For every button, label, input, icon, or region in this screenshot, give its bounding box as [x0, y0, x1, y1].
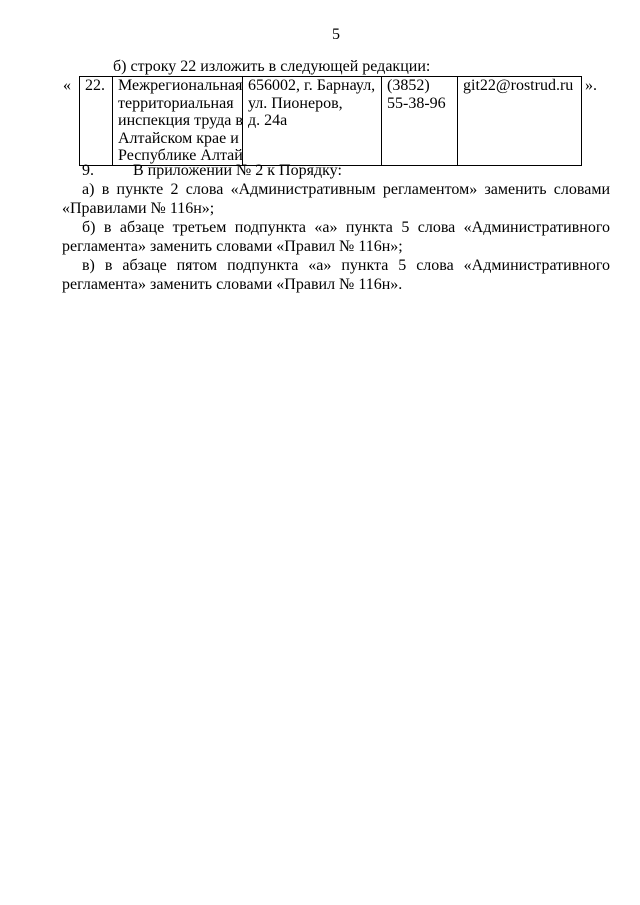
item-number: 9. [82, 162, 94, 179]
row-number: 22. [85, 77, 105, 94]
address-line: 656002, г. Барнаул, [248, 77, 376, 94]
cell-phone [382, 77, 458, 166]
organization-line: территориальная [118, 94, 234, 112]
subitem-line-first: б) в абзаце третьем подпункта «а» пункта 5 слова «Административного [82, 219, 610, 236]
close-quote: ». [585, 77, 597, 94]
subitem-line-continued: «Правилами № 116н»; [62, 200, 215, 217]
phone-line: (3852) [387, 77, 430, 94]
organization-line: инспекция труда в [118, 112, 243, 129]
cell-email [458, 77, 582, 166]
address-line: ул. Пионеров, [248, 94, 343, 112]
subitem-line-first: в) в абзаце пятом подпункта «а» пункта 5 слова «Административного [82, 257, 610, 274]
organization-line: Алтайском крае и [118, 129, 239, 147]
subitem-line-continued: регламента» заменить словами «Правил № 116н»; [62, 238, 403, 255]
cell-organization [113, 77, 243, 166]
item-heading: В приложении № 2 к Порядку: [133, 162, 342, 179]
subitem-line-first: а) в пункте 2 слова «Административным регламентом» заменить словами [82, 181, 610, 198]
cell-address [243, 77, 382, 166]
phone-line: 55-38-96 [387, 94, 446, 112]
organization-line: Республике Алтай [118, 147, 243, 164]
table-row [80, 77, 582, 166]
organization-line: Межрегиональная [118, 77, 243, 94]
cell-row-number [80, 77, 113, 166]
amendment-intro: б) строку 22 изложить в следующей редакции: [113, 58, 431, 75]
email-text: git22@rostrud.ru [463, 77, 574, 94]
address-line: д. 24а [248, 112, 288, 129]
subitem-line-continued: регламента» заменить словами «Правил № 116н». [62, 276, 403, 293]
open-quote: « [63, 77, 71, 94]
replacement-table [79, 76, 582, 166]
page-number: 5 [332, 26, 340, 43]
